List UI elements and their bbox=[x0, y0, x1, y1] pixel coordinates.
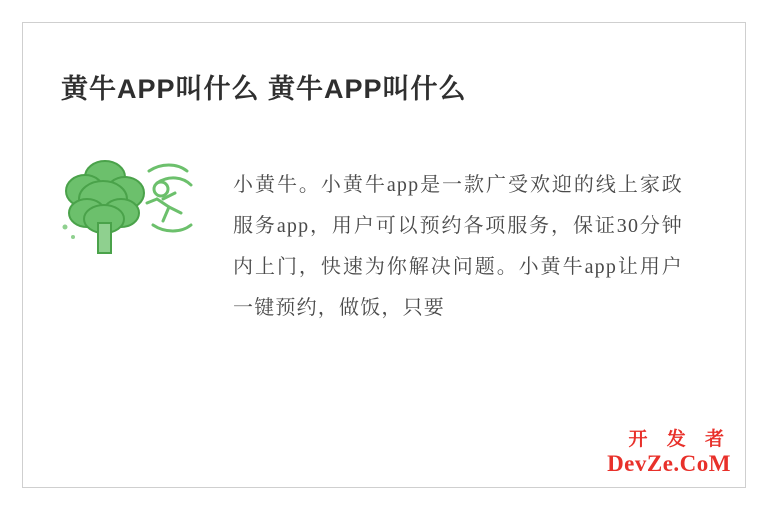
watermark-line-2: DevZe.CoM bbox=[607, 451, 731, 476]
article-body: 小黄牛。小黄牛app是一款广受欢迎的线上家政服务app，用户可以预约各项服务，保证30分钟内上门，快速为你解决问题。小黄牛app让用户一键预约，做饭，只要 bbox=[233, 174, 683, 319]
watermark-line-1: 开 发 者 bbox=[628, 429, 731, 450]
tree-and-person-illustration bbox=[53, 141, 213, 271]
page-title: 黄牛APP叫什么 黄牛APP叫什么 bbox=[61, 74, 467, 104]
article-card bbox=[22, 22, 746, 488]
watermark bbox=[607, 429, 731, 477]
